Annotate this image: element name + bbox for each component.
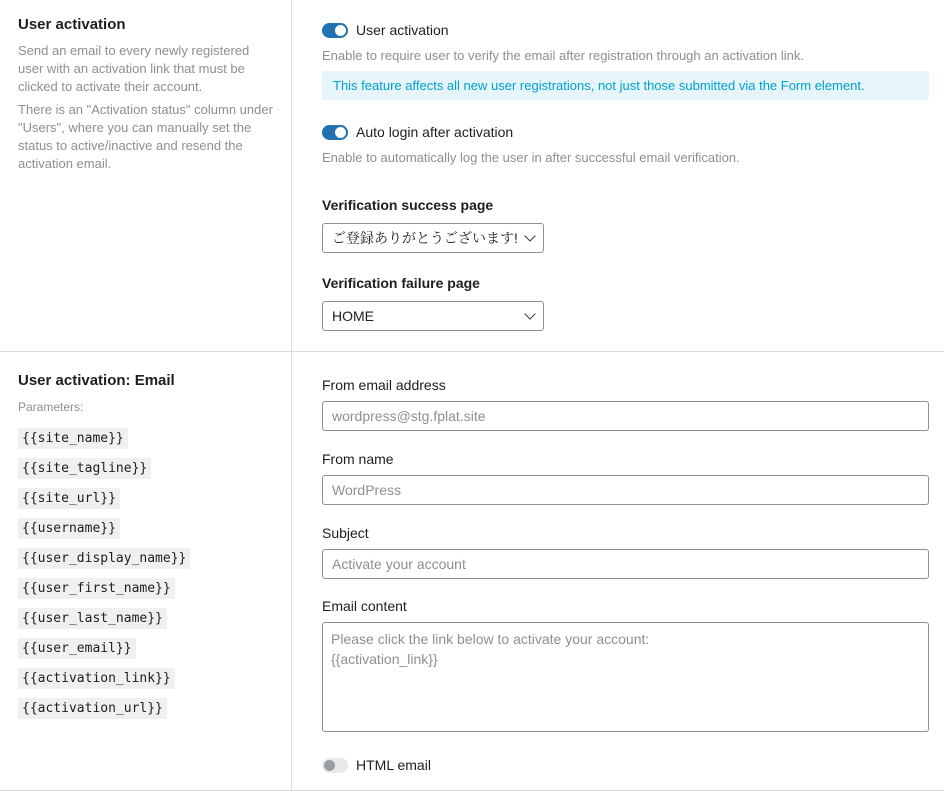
section-settings [292, 352, 944, 790]
from-name-label: From name [322, 451, 394, 467]
from-name-input[interactable]: WordPress [322, 475, 929, 505]
select-value: HOME [332, 308, 374, 324]
parameter-code: {{site_tagline}} [18, 458, 151, 479]
chevron-down-icon [524, 308, 535, 319]
chevron-down-icon [524, 230, 535, 241]
section-description: Send an email to every newly registered user with an activation link that must be clicked to activate their account. [18, 43, 250, 94]
section-info [0, 352, 292, 790]
parameter-code: {{site_name}} [18, 428, 128, 449]
parameter-code: {{activation_link}} [18, 668, 175, 689]
section-info [0, 0, 292, 351]
help-text: Enable to automatically log the user in after successful email verification. [322, 150, 740, 165]
auto-login-toggle[interactable] [322, 125, 348, 140]
failure-page-label: Verification failure page [322, 275, 480, 291]
user-activation-toggle-row[interactable] [322, 20, 929, 40]
subject-input[interactable]: Activate your account [322, 549, 929, 579]
success-page-select[interactable] [322, 223, 544, 253]
parameter-code: {{username}} [18, 518, 120, 539]
subject-label: Subject [322, 525, 369, 541]
email-content-textarea[interactable]: Please click the link below to activate your account: {{activation_link}} [322, 622, 929, 732]
parameter-code: {{site_url}} [18, 488, 120, 509]
select-value: ご登録ありがとうございます! [332, 230, 518, 246]
user-activation-email-section [0, 352, 944, 791]
info-notice: This feature affects all new user registrations, not just those submitted via the Form element. [322, 71, 929, 100]
from-email-label: From email address [322, 377, 446, 393]
failure-page-select[interactable] [322, 301, 544, 331]
success-page-label: Verification success page [322, 197, 494, 213]
help-text: Enable to require user to verify the email after registration through an activation link. [322, 48, 804, 63]
parameter-code: {{user_display_name}} [18, 548, 190, 569]
toggle-label: Auto login after activation [356, 124, 514, 140]
user-activation-toggle[interactable] [322, 23, 348, 38]
parameters-list [18, 428, 273, 728]
parameters-label: Parameters: [18, 400, 84, 414]
html-email-toggle-row[interactable] [322, 755, 929, 775]
toggle-label: HTML email [356, 757, 431, 773]
section-title: User activation: Email [18, 372, 175, 389]
user-activation-section [0, 0, 944, 352]
parameter-code: {{activation_url}} [18, 698, 167, 719]
from-email-input[interactable]: wordpress@stg.fplat.site [322, 401, 929, 431]
section-description-2: There is an "Activation status" column under "Users", where you can manually set the status to active/inactive and resend the activation email. [18, 102, 273, 171]
auto-login-toggle-row[interactable] [322, 122, 929, 142]
parameter-code: {{user_first_name}} [18, 578, 175, 599]
toggle-label: User activation [356, 22, 449, 38]
section-settings [292, 0, 944, 351]
parameter-code: {{user_email}} [18, 638, 136, 659]
parameter-code: {{user_last_name}} [18, 608, 167, 629]
section-title: User activation [18, 16, 126, 33]
email-content-label: Email content [322, 598, 407, 614]
html-email-toggle[interactable] [322, 758, 348, 773]
